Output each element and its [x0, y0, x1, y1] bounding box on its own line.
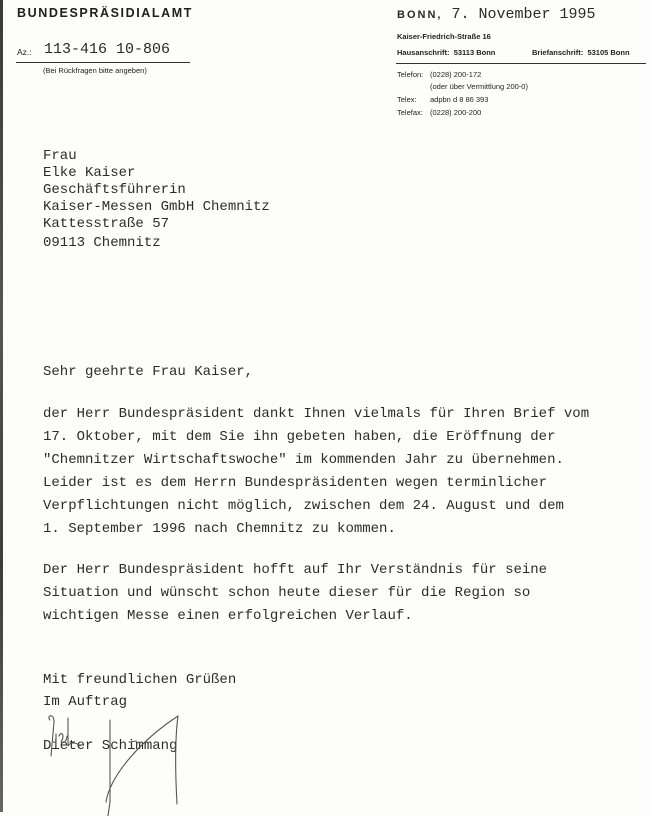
paragraph2-line: wichtigen Messe einen erfolgreichen Verlauf.	[43, 608, 413, 624]
house-address-label: Hausanschrift:	[397, 48, 450, 57]
fax-value: (0228) 200-200	[430, 108, 482, 117]
recipient-city: 09113 Chemnitz	[43, 235, 161, 251]
recipient-line: Kattesstraße 57	[43, 216, 170, 232]
paragraph1-line: 17. Oktober, mit dem Sie ihn gebeten haben, die Eröffnung der	[43, 429, 556, 445]
house-address-value: 53113 Bonn	[453, 48, 496, 57]
handwritten-signature	[40, 706, 200, 816]
paragraph1-line: Verpflichtungen nicht möglich, zwischen dem 24. August und dem	[43, 498, 564, 514]
phone-note: (oder über Vermittlung 200-0)	[430, 82, 528, 91]
recipient-line: Elke Kaiser	[43, 165, 136, 181]
signer-name: Dieter Schimmang	[43, 738, 178, 754]
paragraph1-line: 1. September 1996 nach Chemnitz zu kommen.	[43, 521, 396, 537]
mail-address-value: 53105 Bonn	[587, 48, 630, 57]
dateline	[397, 6, 595, 23]
house-address	[397, 48, 495, 57]
telex-value: adpbn d 8 86 393	[430, 95, 489, 104]
paragraph1-line: Leider ist es dem Herrn Bundespräsidenten wegen terminlicher	[43, 475, 548, 491]
contact-telex	[397, 95, 488, 104]
address-rule	[396, 63, 646, 64]
reference-label: Az.:	[17, 47, 32, 57]
recipient-line: Frau	[43, 148, 77, 164]
contact-fax	[397, 108, 481, 117]
salutation: Sehr geehrte Frau Kaiser,	[43, 364, 254, 380]
mail-address	[532, 48, 630, 57]
dateline-date: 7. November 1995	[442, 6, 596, 23]
mail-address-label: Briefanschrift:	[532, 48, 584, 57]
contact-phone	[397, 70, 481, 79]
recipient-line: Kaiser-Messen GmbH Chemnitz	[43, 199, 270, 215]
reference-number: 113-416 10-806	[44, 41, 171, 58]
contact-phone-note	[397, 82, 528, 91]
phone-label: Telefon:	[397, 70, 424, 79]
closing-greeting: Mit freundlichen Grüßen	[43, 672, 237, 688]
closing-on-behalf: Im Auftrag	[43, 694, 128, 710]
paragraph2-line: Situation und wünscht schon heute dieser für die Region so	[43, 585, 531, 601]
recipient-line: Geschäftsführerin	[43, 182, 186, 198]
reference-rule	[16, 62, 190, 63]
organization-name: BUNDESPRÄSIDIALAMT	[17, 6, 194, 20]
paragraph1-line: "Chemnitzer Wirtschaftswoche" im kommenden Jahr zu übernehmen.	[43, 452, 564, 468]
sender-street: Kaiser-Friedrich-Straße 16	[397, 32, 491, 41]
paragraph1-line: der Herr Bundespräsident dankt Ihnen vielmals für Ihren Brief vom	[43, 406, 590, 422]
paragraph2-line: Der Herr Bundespräsident hofft auf Ihr Verständnis für seine	[43, 562, 548, 578]
dateline-city: BONN,	[397, 9, 443, 21]
fax-label: Telefax:	[397, 108, 423, 117]
page-edge-shadow	[0, 0, 3, 812]
phone-value: (0228) 200-172	[430, 70, 482, 79]
reference-hint: (Bei Rückfragen bitte angeben)	[43, 66, 147, 75]
telex-label: Telex:	[397, 95, 417, 104]
